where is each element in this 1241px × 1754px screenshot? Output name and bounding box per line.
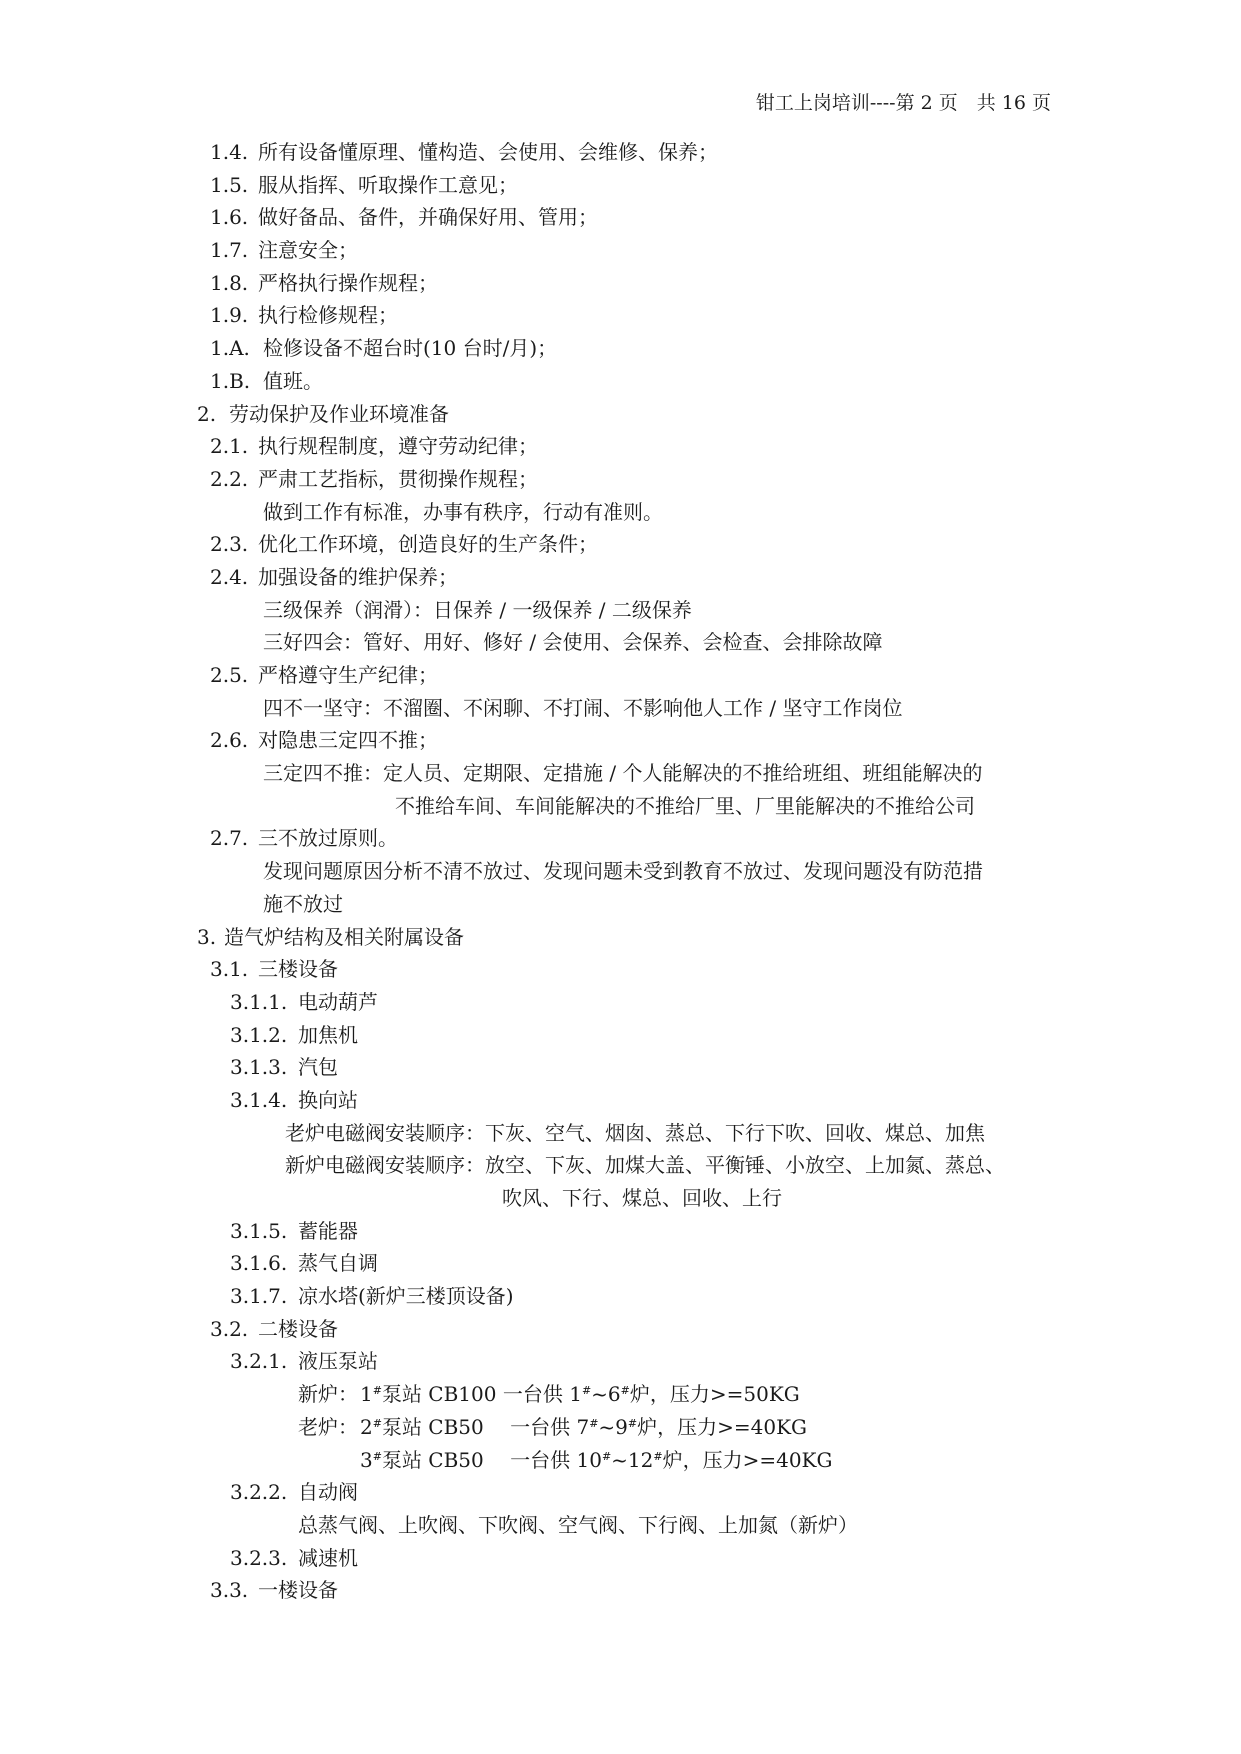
line-text: 劳动保护及作业环境准备 xyxy=(229,401,449,426)
section-number: 1.7. xyxy=(210,238,249,263)
line-text: 注意安全； xyxy=(258,238,358,263)
section-number: 3.3. xyxy=(210,1578,249,1603)
document-line xyxy=(0,790,1241,823)
document-line xyxy=(0,234,1241,267)
document-line xyxy=(0,1313,1241,1346)
line-text: 3#泵站 CB50 一台供 10#~12#炉，压力>=40KG xyxy=(360,1447,833,1472)
section-number: 3.1.2. xyxy=(230,1022,288,1047)
document-line xyxy=(0,1411,1241,1444)
document-line xyxy=(0,724,1241,757)
section-number: 2.2. xyxy=(210,466,249,491)
document-line xyxy=(0,267,1241,300)
document-line xyxy=(0,398,1241,431)
section-number: 3. xyxy=(197,924,217,949)
section-number: 3.1.7. xyxy=(230,1284,288,1309)
document-body xyxy=(0,136,1241,1607)
section-number: 2.1. xyxy=(210,434,249,459)
document-line xyxy=(0,496,1241,529)
section-number: 1.9. xyxy=(210,303,249,328)
line-text: 四不一坚守：不溜圈、不闲聊、不打闹、不影响他人工作 / 坚守工作岗位 xyxy=(263,695,903,720)
section-number: 3.2.3. xyxy=(230,1545,288,1570)
section-number: 1.B. xyxy=(210,368,251,393)
line-text: 三楼设备 xyxy=(258,957,338,982)
line-text: 加焦机 xyxy=(298,1022,358,1047)
document-line xyxy=(0,1378,1241,1411)
line-text: 液压泵站 xyxy=(298,1349,378,1374)
line-text: 施不放过 xyxy=(263,891,343,916)
line-text: 电动葫芦 xyxy=(298,989,378,1014)
document-line xyxy=(0,626,1241,659)
line-text: 蒸气自调 xyxy=(298,1251,378,1276)
document-line xyxy=(0,1149,1241,1182)
document-line xyxy=(0,136,1241,169)
section-number: 3.2.2. xyxy=(230,1480,288,1505)
line-text: 老炉电磁阀安装顺序：下灰、空气、烟囱、蒸总、下行下吹、回收、煤总、加焦 xyxy=(285,1120,985,1145)
document-line xyxy=(0,594,1241,627)
section-number: 3.1.4. xyxy=(230,1087,288,1112)
document-line xyxy=(0,201,1241,234)
document-line xyxy=(0,659,1241,692)
document-line xyxy=(0,528,1241,561)
document-line xyxy=(0,1574,1241,1607)
document-line xyxy=(0,1444,1241,1477)
line-text: 对隐患三定四不推； xyxy=(258,728,438,753)
line-text: 值班。 xyxy=(263,368,323,393)
line-text: 执行检修规程； xyxy=(258,303,398,328)
document-line xyxy=(0,986,1241,1019)
section-number: 1.6. xyxy=(210,205,249,230)
document-line xyxy=(0,953,1241,986)
document-line xyxy=(0,888,1241,921)
document-line xyxy=(0,1509,1241,1542)
line-text: 换向站 xyxy=(298,1087,358,1112)
section-number: 3.1.5. xyxy=(230,1218,288,1243)
section-number: 3.1.6. xyxy=(230,1251,288,1276)
line-text: 加强设备的维护保养； xyxy=(258,564,458,589)
line-text: 二楼设备 xyxy=(258,1316,338,1341)
line-text: 1#泵站 CB100 一台供 1#~6#炉，压力>=50KG xyxy=(360,1382,800,1407)
line-text: 检修设备不超台时(10 台时/月)； xyxy=(263,336,558,361)
line-text: 严格执行操作规程； xyxy=(258,270,438,295)
document-line xyxy=(0,822,1241,855)
line-text: 凉水塔(新炉三楼顶设备) xyxy=(298,1284,514,1309)
line-text: 造气炉结构及相关附属设备 xyxy=(224,924,464,949)
document-line xyxy=(0,1019,1241,1052)
document-line xyxy=(0,365,1241,398)
section-number: 2.4. xyxy=(210,564,249,589)
section-number: 2.6. xyxy=(210,728,249,753)
line-text: 服从指挥、听取操作工意见； xyxy=(258,172,518,197)
line-text: 不推给车间、车间能解决的不推给厂里、厂里能解决的不推给公司 xyxy=(395,793,975,818)
line-text: 吹风、下行、煤总、回收、上行 xyxy=(502,1186,782,1210)
line-text: 做好备品、备件，并确保好用、管用； xyxy=(258,205,598,230)
line-text: 三不放过原则。 xyxy=(258,826,398,851)
document-line xyxy=(0,1182,1241,1215)
section-number: 3.1.1. xyxy=(230,989,288,1014)
line-text: 所有设备懂原理、懂构造、会使用、会维修、保养； xyxy=(258,140,718,164)
section-number: 2.5. xyxy=(210,663,249,687)
line-text: 执行规程制度，遵守劳动纪律； xyxy=(258,434,538,459)
line-text: 自动阀 xyxy=(298,1480,358,1505)
section-number: 新炉： xyxy=(298,1382,358,1407)
document-line xyxy=(0,332,1241,365)
section-number: 1.4. xyxy=(210,140,249,164)
section-number: 老炉： xyxy=(298,1414,358,1439)
document-line xyxy=(0,169,1241,202)
line-text: 严肃工艺指标，贯彻操作规程； xyxy=(258,466,538,491)
line-text: 三好四会：管好、用好、修好 / 会使用、会保养、会检查、会排除故障 xyxy=(263,630,883,655)
line-text: 发现问题原因分析不清不放过、发现问题未受到教育不放过、发现问题没有防范措 xyxy=(263,859,983,884)
section-number: 3.1. xyxy=(210,957,249,982)
line-text: 总蒸气阀、上吹阀、下吹阀、空气阀、下行阀、上加氮（新炉） xyxy=(298,1512,858,1537)
section-number: 1.A. xyxy=(210,336,250,361)
document-line xyxy=(0,855,1241,888)
line-text: 优化工作环境，创造良好的生产条件； xyxy=(258,532,598,557)
document-line xyxy=(0,1476,1241,1509)
document-line xyxy=(0,463,1241,496)
line-text: 2#泵站 CB50 一台供 7#~9#炉，压力>=40KG xyxy=(360,1414,808,1439)
line-text: 做到工作有标准，办事有秩序，行动有准则。 xyxy=(263,499,663,524)
line-text: 一楼设备 xyxy=(258,1578,338,1603)
section-number: 2. xyxy=(197,401,217,426)
document-line xyxy=(0,1084,1241,1117)
document-line xyxy=(0,921,1241,954)
section-number: 3.2.1. xyxy=(230,1349,288,1374)
section-number: 1.5. xyxy=(210,172,249,197)
line-text: 三级保养（润滑）：日保养 / 一级保养 / 二级保养 xyxy=(263,597,692,622)
section-number: 3.1.3. xyxy=(230,1055,288,1080)
line-text: 蓄能器 xyxy=(298,1218,358,1243)
section-number: 1.8. xyxy=(210,270,249,295)
document-line xyxy=(0,1117,1241,1150)
document-line xyxy=(0,1542,1241,1575)
document-line xyxy=(0,430,1241,463)
document-line xyxy=(0,757,1241,790)
document-line xyxy=(0,692,1241,725)
line-text: 严格遵守生产纪律； xyxy=(258,663,438,687)
document-line xyxy=(0,1051,1241,1084)
line-text: 减速机 xyxy=(298,1545,358,1570)
section-number: 3.2. xyxy=(210,1316,249,1341)
document-line xyxy=(0,561,1241,594)
section-number: 2.7. xyxy=(210,826,249,851)
line-text: 汽包 xyxy=(298,1055,338,1080)
document-line xyxy=(0,1345,1241,1378)
document-line xyxy=(0,299,1241,332)
document-line xyxy=(0,1280,1241,1313)
document-line xyxy=(0,1215,1241,1248)
line-text: 新炉电磁阀安装顺序：放空、下灰、加煤大盖、平衡锤、小放空、上加氮、蒸总、 xyxy=(285,1153,1005,1178)
line-text: 三定四不推：定人员、定期限、定措施 / 个人能解决的不推给班组、班组能解决的 xyxy=(263,761,983,786)
section-number: 2.3. xyxy=(210,532,249,557)
page-header: 钳工上岗培训----第 2 页 共 16 页 xyxy=(755,92,1051,114)
document-line xyxy=(0,1247,1241,1280)
